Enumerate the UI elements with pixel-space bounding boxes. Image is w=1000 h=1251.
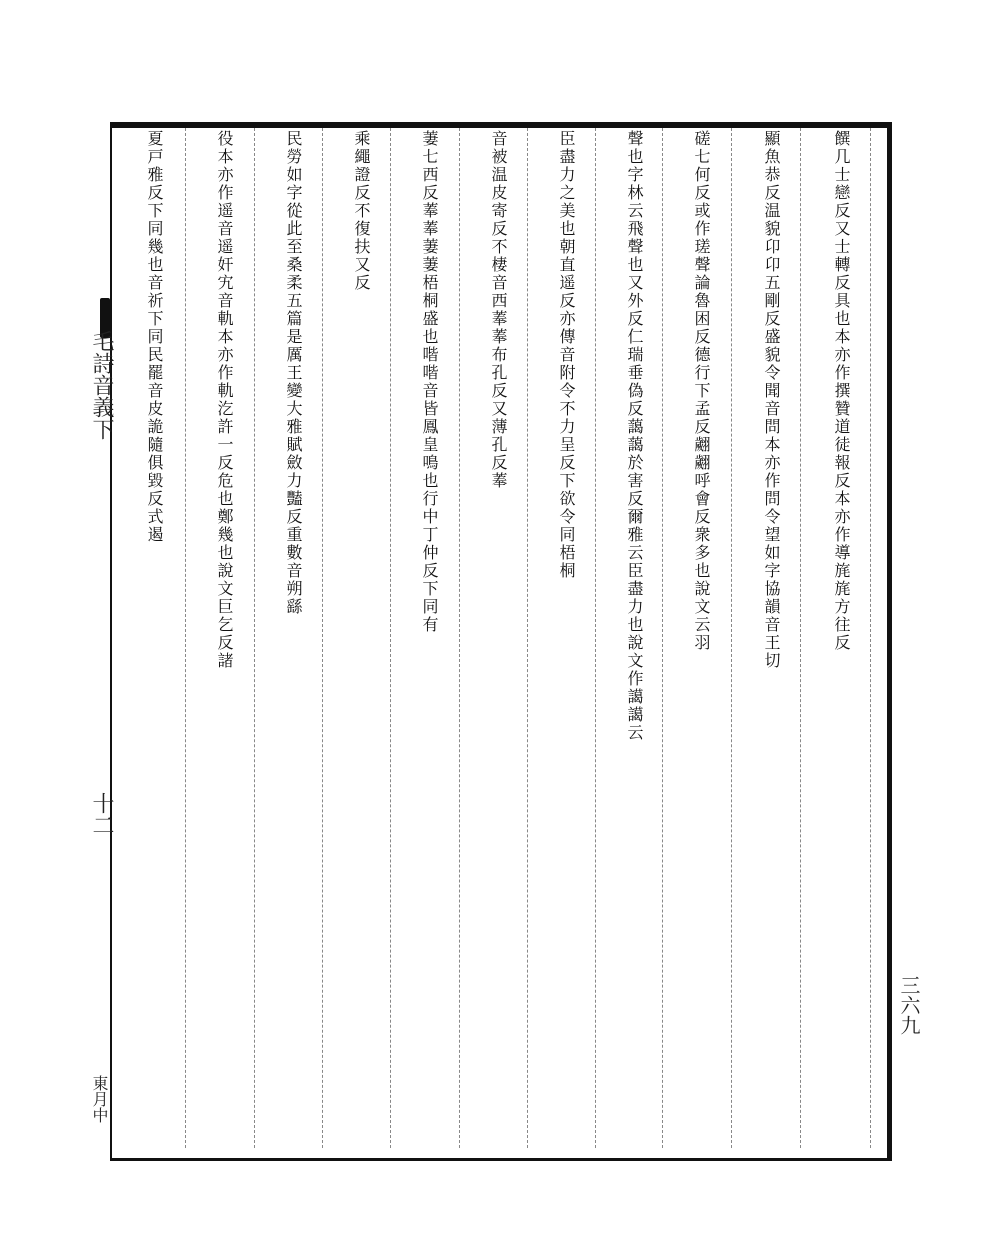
column-divider (459, 128, 461, 1148)
column-divider (254, 128, 256, 1148)
text-column-9: 民勞如字從此至桑柔五篇是厲王變大雅賦斂力豔反重數音朔繇 (284, 130, 303, 616)
folio-number: 三六九 (897, 975, 921, 1035)
text-column-11: 夏戸雅反下同幾也音祈下同民罷音皮詭隨俱毀反式遏 (145, 130, 164, 544)
text-column-7: 萋七西反菶菶萋萋梧桐盛也喈喈音皆鳳皇鳴也行中丁仲反下同有 (420, 130, 439, 634)
column-divider (390, 128, 392, 1148)
column-divider (870, 128, 872, 1148)
text-column-2: 顯魚恭反温貌卬卬五剛反盛貌令聞音問本亦作問令望如字協韻音王切 (762, 130, 781, 670)
text-column-8: 乘繩證反不復扶又反 (352, 130, 371, 292)
column-divider (731, 128, 733, 1148)
text-column-6: 音被温皮寄反不棲音西菶菶布孔反又薄孔反菶 (489, 130, 508, 490)
margin-page-number: 十二 (89, 792, 114, 836)
text-column-10: 役本亦作遥音遥奸宄音軌本亦作軌汔許一反危也鄭幾也說文巨乞反諸 (215, 130, 234, 670)
text-column-4: 聲也字林云飛聲也又外反仁瑞垂偽反藹藹於害反爾雅云臣盡力也說文作譪譪云 (625, 130, 644, 742)
text-column-3: 磋七何反或作瑳聲論魯困反德行下孟反翽翽呼會反衆多也說文云羽 (692, 130, 711, 652)
column-divider (595, 128, 597, 1148)
column-divider (185, 128, 187, 1148)
text-column-1: 饌几士戀反又士轉反具也本亦作撰贊道徒報反本亦作導旄旄方往反 (832, 130, 851, 652)
column-divider (662, 128, 664, 1148)
margin-mark: 東月中 (90, 1075, 109, 1123)
column-divider (527, 128, 529, 1148)
column-divider (322, 128, 324, 1148)
column-divider (800, 128, 802, 1148)
text-column-5: 臣盡力之美也朝直遥反亦傳音附令不力呈反下欲令同梧桐 (557, 130, 576, 580)
margin-title: 毛詩音義下 (89, 330, 114, 440)
